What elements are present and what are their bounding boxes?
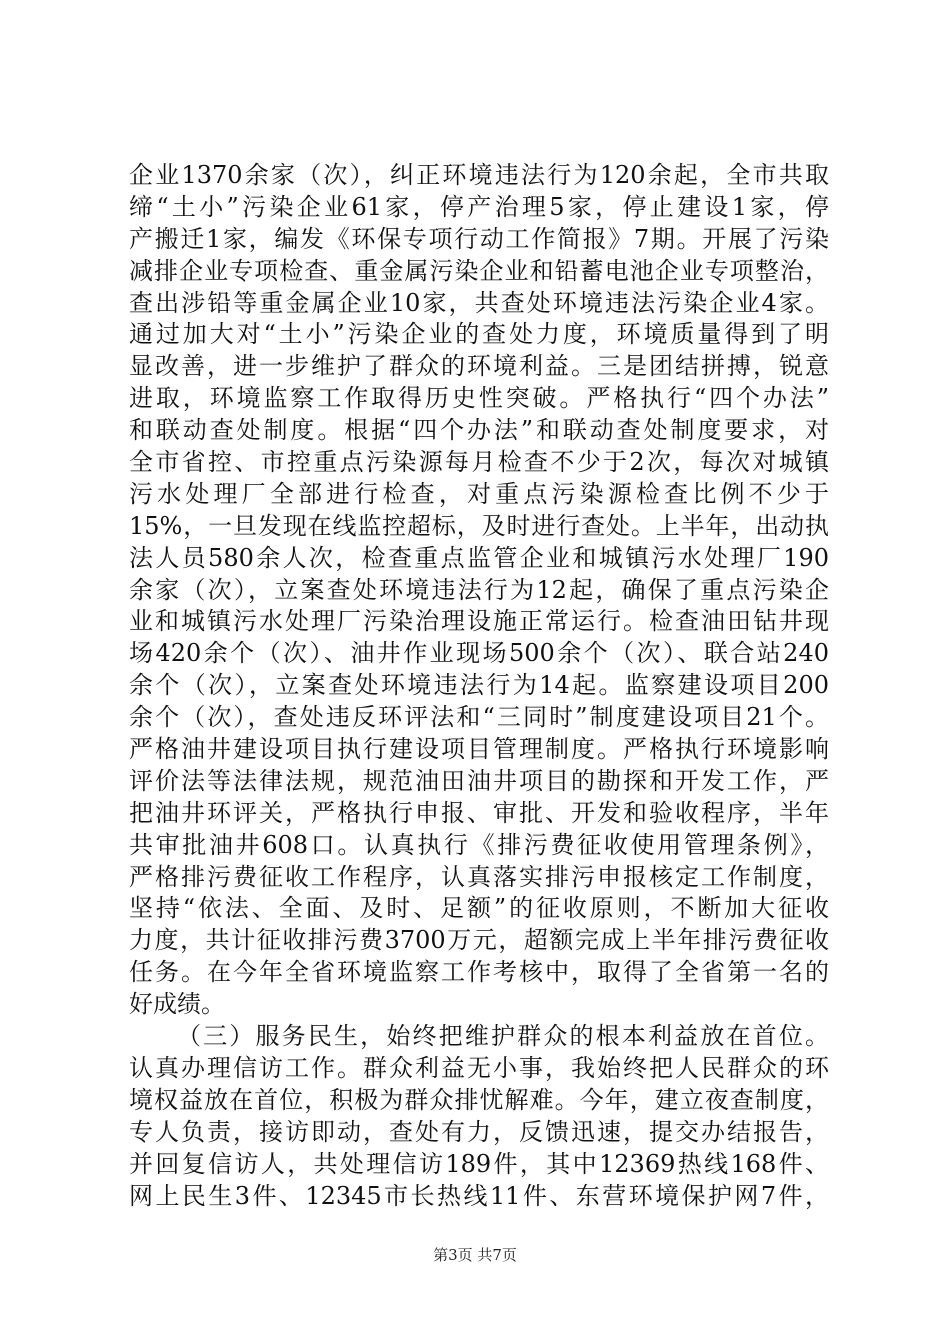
page-footer — [0, 1245, 950, 1265]
text-line: 场420余个（次）、油井作业现场500余个（次）、联合站240 — [129, 639, 829, 668]
text-line: 污水处理厂全部进行检查，对重点污染源检查比例不少于 — [129, 479, 829, 508]
text-line: 力度，共计征收排污费3700万元，超额完成上半年排污费征收 — [129, 926, 829, 955]
text-line: 查出涉铅等重金属企业10家，共查处环境违法污染企业4家。 — [129, 288, 829, 317]
text-line: 进取，环境监察工作取得历史性突破。严格执行“四个办法” — [129, 384, 829, 413]
text-line: 坚持“依法、全面、及时、足额”的征收原则，不断加大征收 — [129, 894, 829, 923]
text-line: 减排企业专项检查、重金属污染企业和铅蓄电池企业专项整治， — [129, 256, 829, 285]
text-line: 好成绩。 — [129, 990, 225, 1019]
text-line: 并回复信访人，共处理信访189件，其中12369热线168件、 — [129, 1149, 829, 1178]
text-line: 产搬迁1家，编发《环保专项行动工作简报》7期。开展了污染 — [129, 224, 829, 253]
text-line: 境权益放在首位，积极为群众排忧解难。今年，建立夜查制度， — [129, 1085, 829, 1114]
text-line: 法人员580余人次，检查重点监管企业和城镇污水处理厂190 — [129, 543, 829, 572]
text-line: 认真办理信访工作。群众利益无小事，我始终把人民群众的环 — [129, 1053, 829, 1082]
text-line: 任务。在今年全省环境监察工作考核中，取得了全省第一名的 — [129, 958, 829, 987]
text-line: 共审批油井608口。认真执行《排污费征收使用管理条例》， — [129, 830, 829, 859]
text-line: 评价法等法律法规，规范油田油井项目的勘探和开发工作，严 — [129, 766, 829, 795]
text-line: 业和城镇污水处理厂污染治理设施正常运行。检查油田钻井现 — [129, 607, 829, 636]
document-body — [129, 160, 829, 1212]
text-line: 和联动查处制度。根据“四个办法”和联动查处制度要求，对 — [129, 416, 829, 445]
text-line: 严格油井建设项目执行建设项目管理制度。严格执行环境影响 — [129, 735, 829, 764]
section-heading-line: （三）服务民生，始终把维护群众的根本利益放在首位。 — [177, 1022, 829, 1051]
text-line: 通过加大对“土小”污染企业的查处力度，环境质量得到了明 — [129, 320, 829, 349]
text-line: 余家（次），立案查处环境违法行为12起，确保了重点污染企 — [129, 575, 829, 604]
text-line: 专人负责，接访即动，查处有力，反馈迅速，提交办结报告， — [129, 1117, 829, 1146]
text-line: 企业1370余家（次），纠正环境违法行为120余起，全市共取 — [129, 161, 829, 189]
text-line: 严格排污费征收工作程序，认真落实排污申报核定工作制度， — [129, 862, 829, 891]
page-number: 第3页 共7页 — [433, 1246, 517, 1264]
text-line: 余个（次），立案查处环境违法行为14起。监察建设项目200 — [129, 671, 829, 700]
text-line: 网上民生3件、12345市长热线11件、东营环境保护网7件， — [129, 1181, 829, 1210]
text-line: 全市省控、市控重点污染源每月检查不少于2次，每次对城镇 — [129, 448, 829, 477]
text-line: 余个（次），查处违反环评法和“三同时”制度建设项目21个。 — [129, 703, 829, 732]
text-line: 把油井环评关，严格执行申报、审批、开发和验收程序，半年 — [129, 798, 829, 827]
text-line: 显改善，进一步维护了群众的环境利益。三是团结拼搏，锐意 — [129, 352, 829, 381]
text-line: 15%，一旦发现在线监控超标，及时进行查处。上半年，出动执 — [129, 511, 829, 540]
text-line: 缔“土小”污染企业61家，停产治理5家，停止建设1家，停 — [129, 192, 829, 221]
